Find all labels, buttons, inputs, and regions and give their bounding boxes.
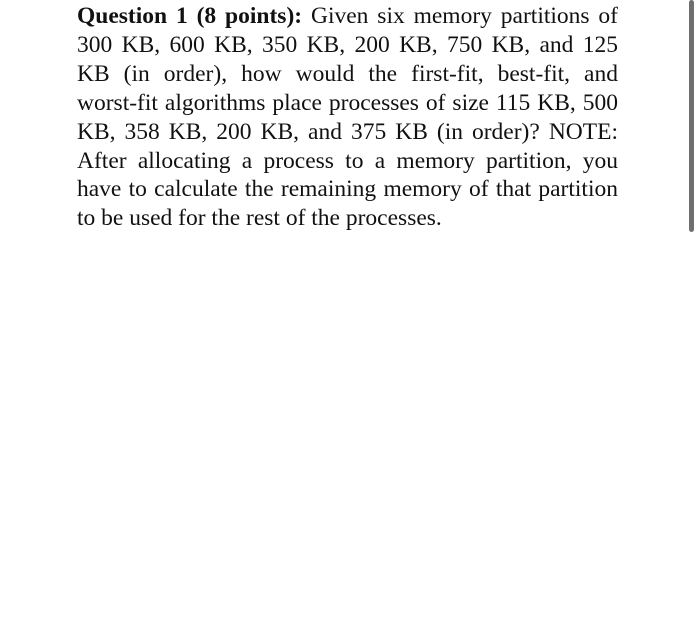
question-text: Given six memory partitions of 300 KB, 600 KB, 350 KB, 200 KB, 750 KB, and 125 KB (in order), how would the first-fit, best-fit, and worst-fit algorithms place processes of size 115 KB, 500 KB, 358 KB, 200 KB, and 375 KB (in order)? NOTE: After allocating a process to a memory partition, you have to calculate the remaining memory of that partition to be used for the rest of the processes. xyxy=(77,3,619,232)
question-label: Question 1 (8 points): xyxy=(77,3,303,29)
scrollbar-thumb[interactable] xyxy=(689,0,694,232)
question-paragraph xyxy=(77,2,618,233)
